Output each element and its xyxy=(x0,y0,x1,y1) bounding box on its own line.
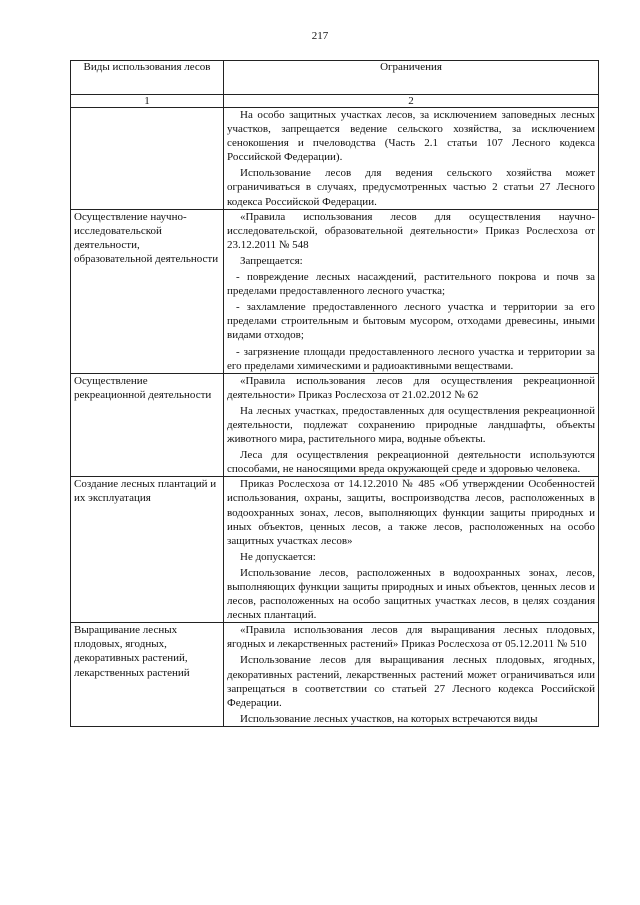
header-forest-use: Виды использования лесов xyxy=(71,61,224,95)
table-row xyxy=(71,373,599,477)
restriction-list-item: - захламление предоставленного лесного участка и территории за его пределами строительным и бытовым мусором, отходами древесины, иными видами отходов; xyxy=(227,301,595,342)
restriction-cell xyxy=(224,477,599,623)
forest-use-cell: Выращивание лесных плодовых, ягодных, декоративных растений, лекарственных растений xyxy=(71,623,224,727)
restriction-cell xyxy=(224,108,599,210)
restriction-cell xyxy=(224,209,599,373)
restriction-paragraph: «Правила использования лесов для выращивания лесных плодовых, ягодных и лекарственных растений» Приказ Рослесхоза от 05.12.2011 № 510 xyxy=(227,624,595,651)
restriction-list-item: - загрязнение площади предоставленного лесного участка и территории за его пределами химическими и радиоактивными веществами. xyxy=(227,345,595,372)
restriction-cell xyxy=(224,623,599,727)
restriction-paragraph: Использование лесов для ведения сельского хозяйства может ограничиваться в случаях, предусмотренных частью 2 статьи 27 Лесного кодекса Российской Федерации. xyxy=(227,167,595,208)
restriction-list-item: - повреждение лесных насаждений, растительного покрова и почв за пределами предоставленного лесного участка; xyxy=(227,271,595,298)
restrictions-table xyxy=(70,60,599,727)
header-restrictions: Ограничения xyxy=(224,61,599,95)
restriction-paragraph: Использование лесных участков, на которых встречаются виды xyxy=(240,712,538,725)
restriction-paragraph: «Правила использования лесов для осуществления рекреационной деятельности» Приказ Рослесхоза от 21.02.2012 № 62 xyxy=(227,374,595,401)
restriction-paragraph: На лесных участках, предоставленных для осуществления рекреационной деятельности, подлежат сохранению природные ландшафты, объекты животного мира, растительного мира, водные объекты. xyxy=(227,404,595,446)
restriction-paragraph: Леса для осуществления рекреационной деятельности используются способами, не наносящими вреда окружающей среде и здоровью человека. xyxy=(227,449,595,476)
restriction-cell xyxy=(224,373,599,477)
restriction-paragraph: На особо защитных участках лесов, за исключением заповедных лесных участков, запрещается ведение сельского хозяйства, за исключением сенокошения и пчеловодства (Часть 2.1 статьи 107 Лесного кодекса Российской Федерации). xyxy=(227,109,595,164)
table-row xyxy=(71,477,599,623)
column-number-1: 1 xyxy=(71,95,224,108)
restriction-paragraph: Использование лесов, расположенных в водоохранных зонах, лесов, выполняющих функции защиты природных и иных объектов, ценных лесов и лесов, расположенных на особо защитных участках лесов, в целях создания лесных плантаций. xyxy=(227,566,595,622)
forest-use-cell: Создание лесных плантаций и их эксплуатация xyxy=(71,477,224,623)
header-row xyxy=(71,61,599,95)
restriction-paragraph: Запрещается: xyxy=(240,254,303,267)
restriction-paragraph: «Правила использования лесов для осуществления научно-исследовательской, образовательной деятельности» Приказ Рослесхоза от 23.12.2011 № 548 xyxy=(227,210,595,251)
column-number-2: 2 xyxy=(224,95,599,108)
restriction-paragraph: Использование лесов для выращивания лесных плодовых, ягодных, декоративных растений, лекарственных растений может ограничиваться или запрещаться в соответствии со статьей 27 Лесного кодекса Российской Федерации. xyxy=(227,654,595,709)
restriction-paragraph: Приказ Рослесхоза от 14.12.2010 № 485 «Об утверждении Особенностей использования, охраны, защиты, воспроизводства лесов, расположенных в водоохранных зонах, лесов, выполняющих функции защиты природных и иных объектов, ценных лесов, а также лесов, расположенных на особо защитных участках лесов» xyxy=(227,478,595,547)
table-row xyxy=(71,108,599,210)
forest-use-cell: Осуществление научно-исследовательской деятельности, образовательной деятельности xyxy=(71,209,224,373)
restriction-paragraph: Не допускается: xyxy=(240,550,316,563)
table-row xyxy=(71,623,599,727)
forest-use-cell xyxy=(71,108,224,210)
forest-use-cell: Осуществление рекреационной деятельности xyxy=(71,373,224,477)
page-number: 217 xyxy=(311,30,329,42)
column-number-row xyxy=(71,95,599,108)
table-row xyxy=(71,209,599,373)
